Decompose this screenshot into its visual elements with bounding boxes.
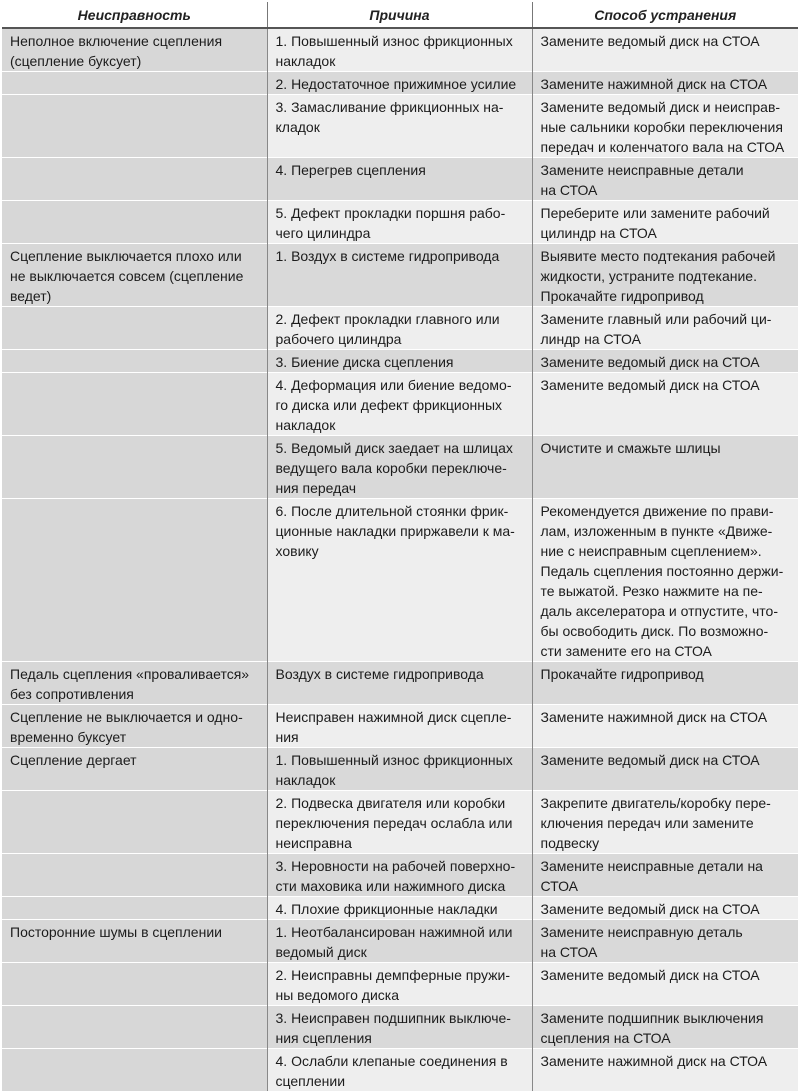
cause-cell: 3. Неисправен подшипник выключе- ния сцепления (267, 1006, 532, 1049)
remedy-cell: Замените нажимной диск на СТОА (532, 1049, 798, 1091)
table-row (2, 350, 798, 373)
cause-cell: 1. Повышенный износ фрикционных накладок (267, 28, 532, 72)
table-row (2, 920, 798, 963)
table-row (2, 662, 798, 705)
fault-table (2, 2, 798, 1091)
fault-table-document (2, 2, 798, 1091)
cause-cell: 2. Недостаточное прижимное усилие (267, 72, 532, 95)
remedy-cell: Закрепите двигатель/коробку пере- ключения передач или замените подвеску (532, 791, 798, 854)
remedy-cell: Замените ведомый диск на СТОА (532, 373, 798, 436)
fault-cell (2, 897, 267, 920)
table-row (2, 499, 798, 662)
cause-cell: 1. Неотбалансирован нажимной или ведомый диск (267, 920, 532, 963)
cause-cell: 2. Подвеска двигателя или коробки переключения передач ослабла или неисправна (267, 791, 532, 854)
table-row (2, 201, 798, 244)
cause-cell: 5. Дефект прокладки поршня рабо- чего цилиндра (267, 201, 532, 244)
cause-cell: 3. Неровности на рабочей поверхно- сти маховика или нажимного диска (267, 854, 532, 897)
remedy-cell: Выявите место подтекания рабочей жидкости, устраните подтекание. Прокачайте гидропривод (532, 244, 798, 307)
cause-cell: 1. Повышенный износ фрикционных накладок (267, 748, 532, 791)
fault-cell (2, 72, 267, 95)
table-row (2, 1049, 798, 1091)
fault-cell (2, 350, 267, 373)
cause-cell: 6. После длительной стоянки фрик- ционные накладки приржавели к ма- ховику (267, 499, 532, 662)
remedy-cell: Замените ведомый диск на СТОА (532, 963, 798, 1006)
remedy-cell: Замените подшипник выключения сцепления на СТОА (532, 1006, 798, 1049)
fault-cell (2, 95, 267, 158)
table-row (2, 748, 798, 791)
cause-cell: 4. Плохие фрикционные накладки (267, 897, 532, 920)
fault-cell (2, 201, 267, 244)
table-row (2, 791, 798, 854)
fault-cell (2, 307, 267, 350)
remedy-cell: Замените нажимной диск на СТОА (532, 705, 798, 748)
fault-cell (2, 158, 267, 201)
table-row (2, 95, 798, 158)
cause-cell: 3. Замасливание фрикционных на- кладок (267, 95, 532, 158)
remedy-cell: Замените неисправные детали на СТОА (532, 158, 798, 201)
remedy-cell: Рекомендуется движение по прави- лам, изложенным в пункте «Движе- ние с неисправным сцеплением». Педаль сцепления постоянно держи- те выжатой. Резко нажмите на пе- даль акселератора и отпустите, что- бы освободить диск. По возможно- сти замените его на СТОА (532, 499, 798, 662)
fault-cell (2, 791, 267, 854)
header-cause: Причина (267, 2, 532, 28)
remedy-cell: Очистите и смажьте шлицы (532, 436, 798, 499)
remedy-cell: Замените ведомый диск на СТОА (532, 748, 798, 791)
remedy-cell: Замените нажимной диск на СТОА (532, 72, 798, 95)
fault-cell: Посторонние шумы в сцеплении (2, 920, 267, 963)
remedy-cell: Переберите или замените рабочий цилиндр на СТОА (532, 201, 798, 244)
fault-cell: Сцепление выключается плохо или не выключается совсем (сцепление ведет) (2, 244, 267, 307)
table-body (2, 28, 798, 1091)
fault-cell: Неполное включение сцепления (сцепление буксует) (2, 28, 267, 72)
table-row (2, 705, 798, 748)
remedy-cell: Замените ведомый диск на СТОА (532, 897, 798, 920)
cause-cell: 3. Биение диска сцепления (267, 350, 532, 373)
table-row (2, 1006, 798, 1049)
fault-cell (2, 373, 267, 436)
table-row (2, 307, 798, 350)
remedy-cell: Замените ведомый диск и неисправ- ные сальники коробки переключения передач и коленчатого вала на СТОА (532, 95, 798, 158)
table-row (2, 373, 798, 436)
fault-cell (2, 1049, 267, 1091)
remedy-cell: Прокачайте гидропривод (532, 662, 798, 705)
fault-cell (2, 854, 267, 897)
header-remedy: Способ устранения (532, 2, 798, 28)
table-row (2, 28, 798, 72)
fault-cell (2, 1006, 267, 1049)
cause-cell: Воздух в системе гидропривода (267, 662, 532, 705)
cause-cell: 4. Деформация или биение ведомо- го диска или дефект фрикционных накладок (267, 373, 532, 436)
table-row (2, 963, 798, 1006)
remedy-cell: Замените ведомый диск на СТОА (532, 350, 798, 373)
remedy-cell: Замените неисправную деталь на СТОА (532, 920, 798, 963)
table-row (2, 244, 798, 307)
cause-cell: Неисправен нажимной диск сцепле- ния (267, 705, 532, 748)
fault-cell (2, 499, 267, 662)
cause-cell: 2. Дефект прокладки главного или рабочего цилиндра (267, 307, 532, 350)
table-row (2, 436, 798, 499)
cause-cell: 2. Неисправны демпферные пружи- ны ведомого диска (267, 963, 532, 1006)
fault-cell (2, 963, 267, 1006)
table-row (2, 158, 798, 201)
cause-cell: 5. Ведомый диск заедает на шлицах ведущего вала коробки переключе- ния передач (267, 436, 532, 499)
table-row (2, 72, 798, 95)
cause-cell: 4. Перегрев сцепления (267, 158, 532, 201)
remedy-cell: Замените ведомый диск на СТОА (532, 28, 798, 72)
table-row (2, 897, 798, 920)
header-row (2, 2, 798, 28)
fault-cell: Педаль сцепления «проваливается» без сопротивления (2, 662, 267, 705)
cause-cell: 4. Ослабли клепаные соединения в сцеплении (267, 1049, 532, 1091)
fault-cell: Сцепление дергает (2, 748, 267, 791)
fault-cell (2, 436, 267, 499)
header-fault: Неисправность (2, 2, 267, 28)
table-row (2, 854, 798, 897)
remedy-cell: Замените неисправные детали на СТОА (532, 854, 798, 897)
cause-cell: 1. Воздух в системе гидропривода (267, 244, 532, 307)
remedy-cell: Замените главный или рабочий ци- линдр на СТОА (532, 307, 798, 350)
fault-cell: Сцепление не выключается и одно- временно буксует (2, 705, 267, 748)
